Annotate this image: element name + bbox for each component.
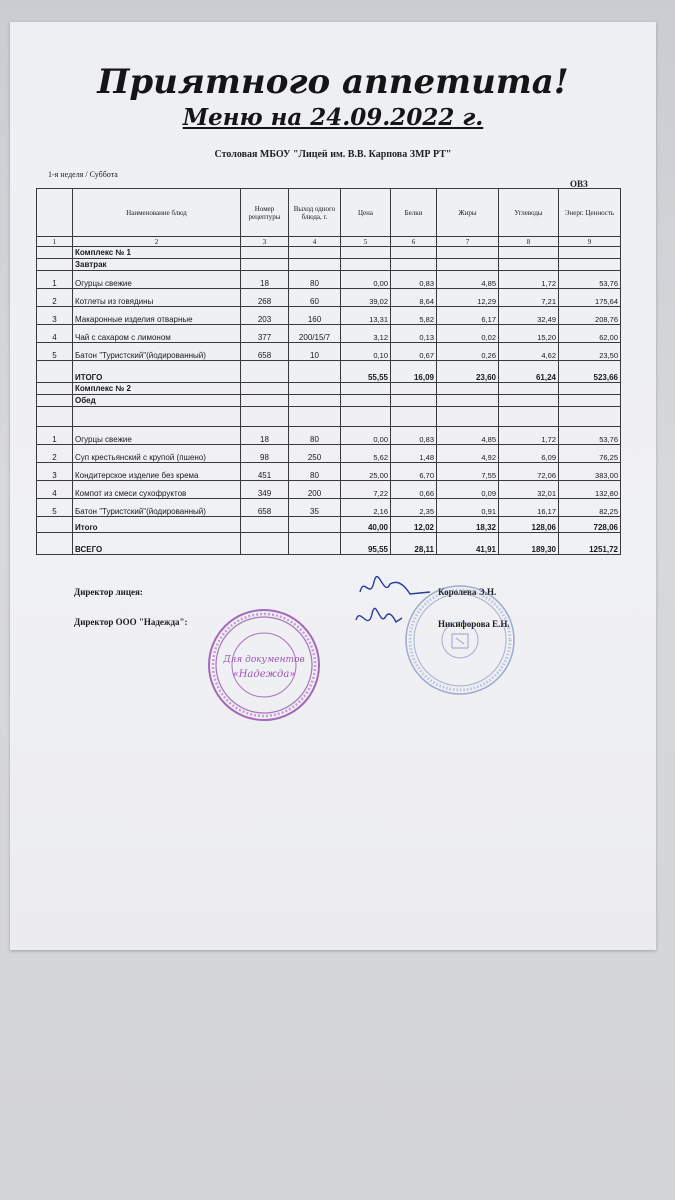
col-index: 1 [37,237,73,247]
section-row [37,383,621,395]
portion-output: 250 [289,445,341,463]
col-index: 8 [499,237,559,247]
protein-cell: 0,83 [391,427,437,445]
col-header-carbs: Углеводы [499,189,559,237]
organization-name: Столовая МБОУ "Лицей им. В.В. Карпова ЗМР РТ" [214,149,452,160]
price-cell: 5,62 [341,445,391,463]
price-cell: 0,10 [341,343,391,361]
dish-name: Огурцы свежие [73,271,241,289]
col-header-price: Цена [341,189,391,237]
protein-cell: 1,48 [391,445,437,463]
price-cell: 0,00 [341,271,391,289]
dish-name: Макаронные изделия отварные [73,307,241,325]
protein-cell: 0,67 [391,343,437,361]
dish-name: Суп крестьянский с крупой (пшено) [73,445,241,463]
protein-cell: 0,66 [391,481,437,499]
row-number: 2 [37,445,73,463]
dish-name: Чай с сахаром с лимоном [73,325,241,343]
energy-cell: 53,76 [559,271,621,289]
col-header-recipe: Номер рецептуры [241,189,289,237]
col-index: 4 [289,237,341,247]
portion-output: 80 [289,271,341,289]
total-fat: 18,32 [437,517,499,533]
dish-name: Батон "Туристский"(йодированный) [73,499,241,517]
total-carbs: 61,24 [499,361,559,383]
col-header-output: Выход одного блюда, г. [289,189,341,237]
portion-output: 80 [289,427,341,445]
fat-cell: 7,55 [437,463,499,481]
stamp-docs-text: Для документов [223,655,305,665]
fat-cell: 4,85 [437,427,499,445]
row-number: 2 [37,289,73,307]
energy-cell: 132,80 [559,481,621,499]
portion-output: 160 [289,307,341,325]
carbs-cell: 1,72 [499,271,559,289]
protein-cell: 2,35 [391,499,437,517]
carbs-cell: 32,49 [499,307,559,325]
col-header-fat: Жиры [437,189,499,237]
energy-cell: 62,00 [559,325,621,343]
carbs-cell: 4,62 [499,343,559,361]
protein-cell: 0,13 [391,325,437,343]
dish-name: Батон "Туристский"(йодированный) [73,343,241,361]
column-index-row [37,237,621,247]
fat-cell: 4,85 [437,271,499,289]
energy-cell: 208,76 [559,307,621,325]
price-cell: 13,31 [341,307,391,325]
recipe-number: 18 [241,427,289,445]
fat-cell: 0,09 [437,481,499,499]
energy-cell: 383,00 [559,463,621,481]
recipe-number: 658 [241,343,289,361]
price-cell: 3,12 [341,325,391,343]
total-fat: 23,60 [437,361,499,383]
row-number: 3 [37,463,73,481]
dish-name: Компот из смеси сухофруктов [73,481,241,499]
table-row [37,307,621,325]
director-lyceum-label: Директор лицея: [74,587,143,597]
energy-cell: 23,50 [559,343,621,361]
total-label: ИТОГО [73,361,241,383]
table-row [37,427,621,445]
portion-output: 35 [289,499,341,517]
total-protein: 12,02 [391,517,437,533]
fat-cell: 0,02 [437,325,499,343]
carbs-cell: 6,09 [499,445,559,463]
grand-total-fat: 41,91 [437,533,499,555]
signatory-2-name: Никифорова Е.Н. [438,619,510,629]
fat-cell: 4,92 [437,445,499,463]
col-index: 5 [341,237,391,247]
table-row [37,271,621,289]
table-row [37,445,621,463]
col-index: 9 [559,237,621,247]
portion-output: 200/15/7 [289,325,341,343]
table-row [37,289,621,307]
page-title: Приятного аппетита! [97,62,569,102]
menu-table [36,188,621,555]
fat-cell: 0,26 [437,343,499,361]
dish-name: Огурцы свежие [73,427,241,445]
section-row [37,259,621,271]
complex-2-label: Комплекс № 2 [73,383,241,395]
price-cell: 2,16 [341,499,391,517]
energy-cell: 53,76 [559,427,621,445]
protein-cell: 5,82 [391,307,437,325]
row-number: 5 [37,499,73,517]
recipe-number: 349 [241,481,289,499]
total-energy: 523,66 [559,361,621,383]
row-number: 4 [37,325,73,343]
table-row [37,499,621,517]
price-cell: 39,02 [341,289,391,307]
grand-total-energy: 1251,72 [559,533,621,555]
energy-cell: 175,64 [559,289,621,307]
signature-scribble [350,570,440,650]
col-index: 6 [391,237,437,247]
total-energy: 728,06 [559,517,621,533]
table-row [37,481,621,499]
protein-cell: 0,83 [391,271,437,289]
complex-1-label: Комплекс № 1 [73,247,241,259]
table-row [37,343,621,361]
row-number: 4 [37,481,73,499]
price-cell: 0,00 [341,427,391,445]
col-header-protein: Белки [391,189,437,237]
grand-total-carbs: 189,30 [499,533,559,555]
fat-cell: 6,17 [437,307,499,325]
dish-name: Котлеты из говядины [73,289,241,307]
carbs-cell: 15,20 [499,325,559,343]
energy-cell: 76,25 [559,445,621,463]
recipe-number: 268 [241,289,289,307]
breakfast-label: Завтрак [73,259,241,271]
carbs-cell: 7,21 [499,289,559,307]
price-cell: 7,22 [341,481,391,499]
fat-cell: 12,29 [437,289,499,307]
table-row [37,463,621,481]
stamp-company-text: «Надежда» [232,669,296,680]
grand-total-row [37,533,621,555]
total-label: Итого [73,517,241,533]
recipe-number: 98 [241,445,289,463]
spacer-row [37,407,621,427]
portion-output: 60 [289,289,341,307]
col-index: 2 [73,237,241,247]
recipe-number: 451 [241,463,289,481]
portion-output: 80 [289,463,341,481]
section-row [37,247,621,259]
category-code: ОВЗ [570,179,588,189]
company-stamp [206,607,322,723]
energy-cell: 82,25 [559,499,621,517]
carbs-cell: 16,17 [499,499,559,517]
total-row-1 [37,361,621,383]
col-header-name: Наименование блюд [73,189,241,237]
grand-total-label: ВСЕГО [73,533,241,555]
col-header-energy: Энерг. Ценность [559,189,621,237]
row-number: 3 [37,307,73,325]
carbs-cell: 32,01 [499,481,559,499]
recipe-number: 18 [241,271,289,289]
total-row-2 [37,517,621,533]
total-price: 40,00 [341,517,391,533]
row-number: 5 [37,343,73,361]
row-number: 1 [37,427,73,445]
protein-cell: 8,64 [391,289,437,307]
recipe-number: 658 [241,499,289,517]
fat-cell: 0,91 [437,499,499,517]
recipe-number: 203 [241,307,289,325]
lunch-label: Обед [73,395,241,407]
carbs-cell: 1,72 [499,427,559,445]
menu-date-heading: Меню на 24.09.2022 г. [182,104,484,131]
table-row [37,325,621,343]
protein-cell: 6,70 [391,463,437,481]
price-cell: 25,00 [341,463,391,481]
col-index: 3 [241,237,289,247]
recipe-number: 377 [241,325,289,343]
row-number: 1 [37,271,73,289]
director-company-label: Директор ООО "Надежда": [74,617,188,627]
col-index: 7 [437,237,499,247]
dish-name: Кондитерское изделие без крема [73,463,241,481]
week-day-label: 1-я неделя / Суббота [48,170,118,179]
section-row [37,395,621,407]
grand-total-protein: 28,11 [391,533,437,555]
table-header-row [37,189,621,237]
carbs-cell: 72,06 [499,463,559,481]
total-carbs: 128,06 [499,517,559,533]
portion-output: 10 [289,343,341,361]
signatory-1-name: Королева Э.Н. [438,587,497,597]
grand-total-price: 95,55 [341,533,391,555]
total-price: 55,55 [341,361,391,383]
total-protein: 16,09 [391,361,437,383]
document-sheet [10,22,656,950]
portion-output: 200 [289,481,341,499]
